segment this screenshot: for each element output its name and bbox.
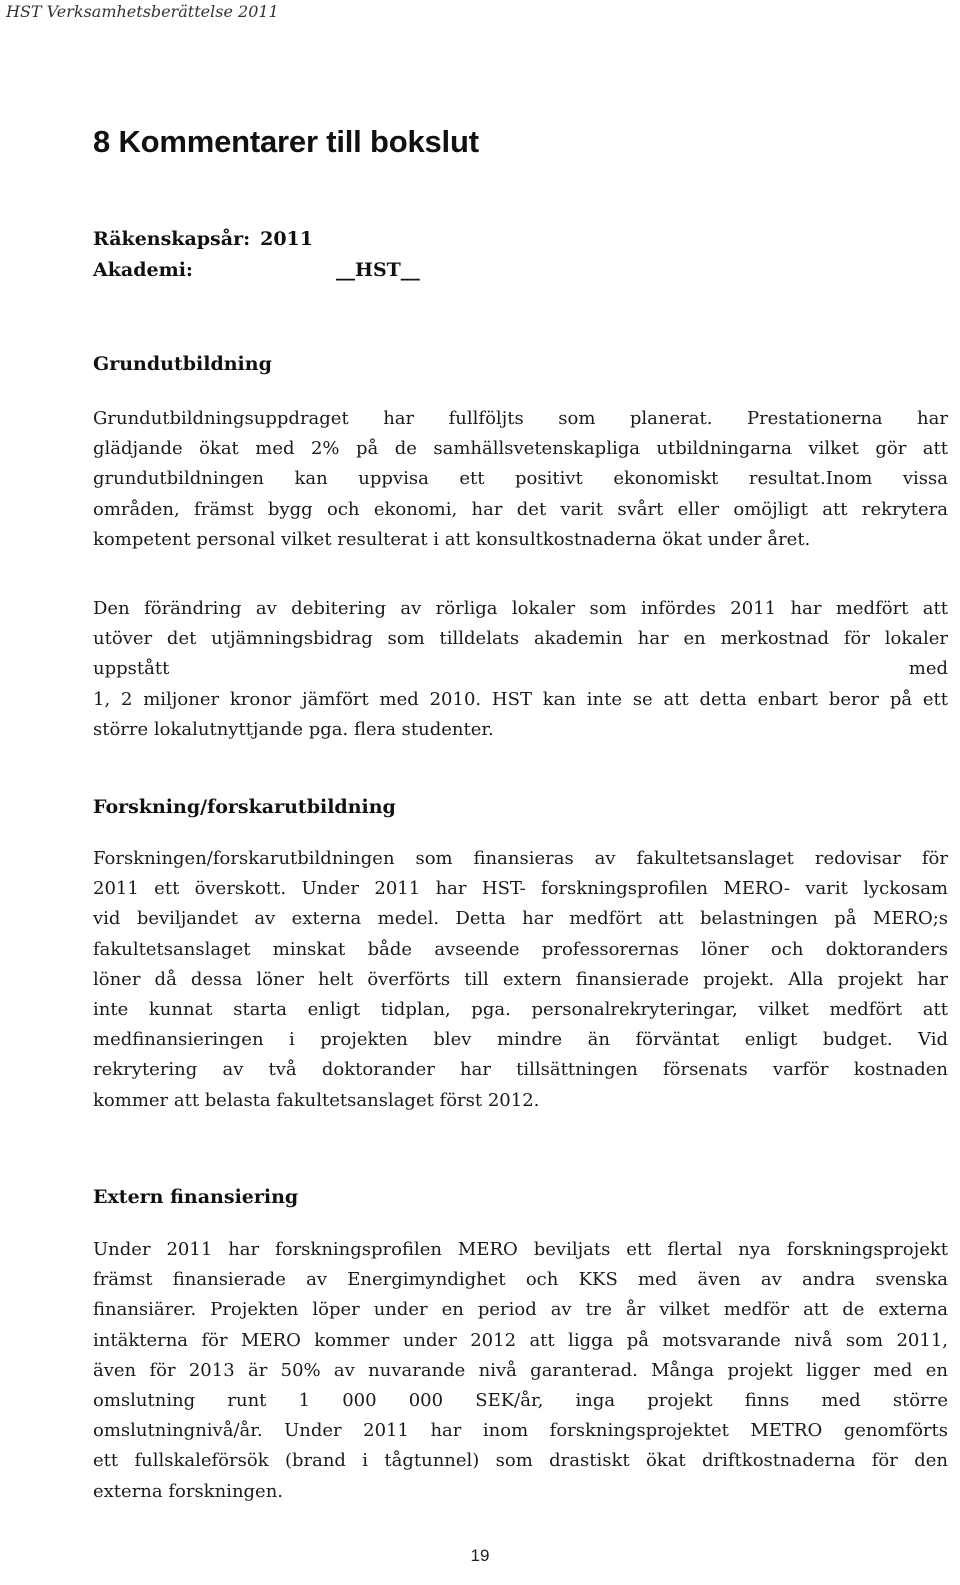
section-heading-grundutbildning: Grundutbildning xyxy=(93,353,272,375)
text-line: vid beviljandet av externa medel. Detta har medfört att belastningen på MERO;s xyxy=(93,908,948,930)
text-line: rekrytering av två doktorander har tillsättningen försenats varför kostnaden xyxy=(93,1059,948,1081)
running-header: HST Verksamhetsberättelse 2011 xyxy=(6,2,279,21)
text-line: 1, 2 miljoner kronor jämfört med 2010. HST kan inte se att detta enbart beror på ett xyxy=(93,688,948,710)
text-line: medfinansieringen i projekten blev mindre än förväntat enligt budget. Vid xyxy=(93,1029,948,1051)
text-line: större lokalutnyttjande pga. flera studenter. xyxy=(93,718,494,740)
paragraph-extern-1 xyxy=(93,1235,948,1507)
fiscal-year-label: Räkenskapsår: xyxy=(93,228,251,250)
paragraph-grundutbildning-2 xyxy=(93,594,948,745)
text-line: omslutningnivå/år. Under 2011 har inom forskningsprojektet METRO genomförts xyxy=(93,1420,948,1442)
section-heading-forskning: Forskning/forskarutbildning xyxy=(93,796,396,818)
text-line: områden, främst bygg och ekonomi, har det varit svårt eller omöjligt att rekrytera xyxy=(93,498,948,520)
paragraph-forskning-1 xyxy=(93,844,948,1116)
text-line: omslutning runt 1 000 000 SEK/år, inga projekt finns med större xyxy=(93,1390,948,1412)
text-line: glädjande ökat med 2% på de samhällsvetenskapliga utbildningarna vilket gör att xyxy=(93,438,948,460)
text-line: ett fullskaleförsök (brand i tågtunnel) som drastiskt ökat driftkostnaderna för den xyxy=(93,1450,948,1472)
text-line: Den förändring av debitering av rörliga lokaler som infördes 2011 har medfört att xyxy=(93,598,948,619)
fiscal-year-row xyxy=(93,228,313,250)
text-line: kommer att belasta fakultetsanslaget först 2012. xyxy=(93,1089,540,1111)
section-heading-extern: Extern finansiering xyxy=(93,1186,299,1208)
text-line: 2011 ett överskott. Under 2011 har HST- forskningsprofilen MERO- varit lyckosam xyxy=(93,878,948,900)
text-line: finansiärer. Projekten löper under en period av tre år vilket medför att de externa xyxy=(93,1299,948,1321)
text-line: Grundutbildningsuppdraget har fullföljts som planerat. Prestationerna har xyxy=(93,408,948,429)
academy-row xyxy=(93,259,420,281)
text-line: främst finansierade av Energimyndighet och KKS med även av andra svenska xyxy=(93,1269,948,1291)
text-line: Under 2011 har forskningsprofilen MERO beviljats ett flertal nya forskningsprojekt xyxy=(93,1239,948,1260)
text-line: inte kunnat starta enligt tidplan, pga. personalrekryteringar, vilket medfört att xyxy=(93,999,948,1021)
text-line: uppstått med xyxy=(93,658,948,680)
text-line: Forskningen/forskarutbildningen som finansieras av fakultetsanslaget redovisar för xyxy=(93,848,948,869)
text-line: intäkterna för MERO kommer under 2012 att ligga på motsvarande nivå som 2011, xyxy=(93,1329,948,1351)
fiscal-year-value: 2011 xyxy=(260,228,313,250)
page-number: 19 xyxy=(470,1546,490,1565)
chapter-title: 8 Kommentarer till bokslut xyxy=(93,124,479,159)
academy-value: __HST__ xyxy=(336,259,420,281)
text-line: utöver det utjämningsbidrag som tilldelats akademin har en merkostnad för lokaler xyxy=(93,628,948,650)
text-line: även för 2013 är 50% av nuvarande nivå garanterad. Många projekt ligger med en xyxy=(93,1359,948,1381)
paragraph-grundutbildning-1 xyxy=(93,404,948,555)
academy-label: Akademi: xyxy=(93,259,193,281)
text-line: löner då dessa löner helt överförts till extern finansierade projekt. Alla projekt har xyxy=(93,968,948,990)
text-line: fakultetsanslaget minskat både avseende professorernas löner och doktoranders xyxy=(93,938,948,960)
text-line: grundutbildningen kan uppvisa ett positivt ekonomiskt resultat.Inom vissa xyxy=(93,468,948,490)
text-line: kompetent personal vilket resulterat i att konsultkostnaderna ökat under året. xyxy=(93,528,811,550)
text-line: externa forskningen. xyxy=(93,1480,284,1502)
